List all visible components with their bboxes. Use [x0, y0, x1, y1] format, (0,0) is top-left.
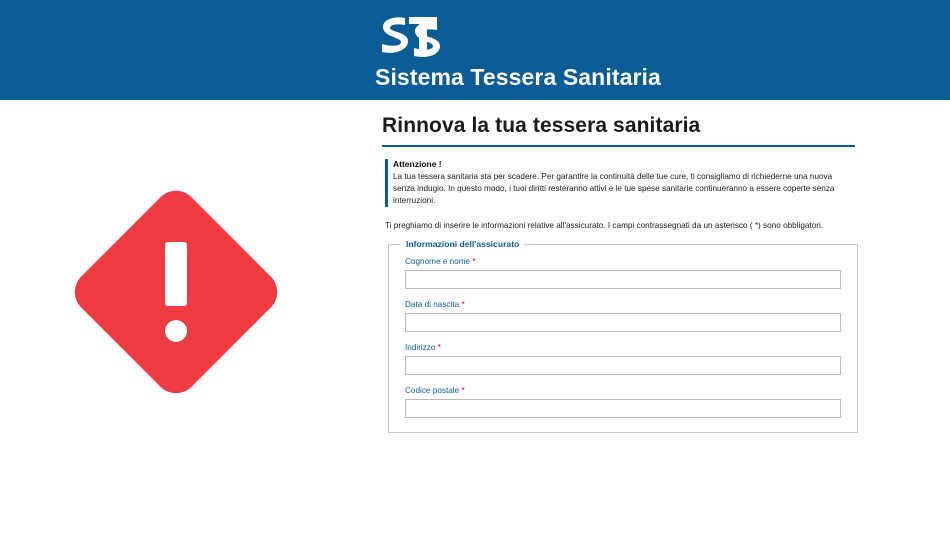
- alert-exclamation-glyph: [66, 182, 286, 402]
- exclamation-dot: [165, 320, 187, 342]
- main-content: [375, 104, 875, 433]
- label-text: Cognome e nome: [405, 256, 471, 266]
- required-marker: *: [461, 299, 465, 309]
- field-data-di-nascita: [405, 300, 841, 332]
- logo-wrap: [375, 10, 935, 62]
- insured-info-fieldset: [388, 238, 858, 433]
- field-cognome-e-nome: [405, 257, 841, 289]
- brand-title: Sistema Tessera Sanitaria: [375, 64, 661, 90]
- label-text: Data di nascita: [405, 299, 460, 309]
- label-cognome-e-nome: [405, 257, 841, 266]
- input-cognome-e-nome[interactable]: [405, 270, 841, 289]
- label-text: Indirizzo: [405, 342, 436, 352]
- intro-text: Ti preghiamo di inserire le informazioni relative all'assicurato. I campi contrassegnati da un asterisco ( *) sono obbligatori.: [385, 220, 824, 230]
- label-indirizzo: [405, 343, 841, 352]
- fieldset-legend: Informazioni dell'assicurato: [401, 239, 524, 249]
- left-illustration-panel: [0, 100, 375, 533]
- sts-monogram-icon: [375, 11, 451, 61]
- site-header: [0, 0, 950, 100]
- required-marker: *: [472, 256, 476, 266]
- notice-body: La tua tessera sanitaria sta per scadere. Per garantire la continuità delle tue cure, ti consigliamo di richiederne una nuova senza indugio. In questo modo, i tuoi diritti resteranno attivi e le tue spese sanitarie continueranno a essere coperte senza interruzioni.: [393, 172, 835, 205]
- input-indirizzo[interactable]: [405, 356, 841, 375]
- bottom-crop-fade: [375, 511, 950, 533]
- exclamation-bar: [165, 242, 187, 306]
- header-brand: [375, 10, 935, 91]
- required-marker: *: [437, 342, 441, 352]
- right-gutter: [875, 100, 950, 533]
- field-codice-postale: [405, 386, 841, 418]
- alert-exclamation-diamond-icon: [66, 182, 286, 402]
- label-text: Codice postale: [405, 385, 460, 395]
- label-data-di-nascita: [405, 300, 841, 309]
- title-divider: [382, 145, 855, 147]
- input-codice-postale[interactable]: [405, 399, 841, 418]
- warning-notice: [385, 159, 848, 207]
- field-indirizzo: [405, 343, 841, 375]
- required-marker: *: [461, 385, 465, 395]
- notice-title: Attenzione !: [393, 159, 442, 169]
- input-data-di-nascita[interactable]: [405, 313, 841, 332]
- page-title: Rinnova la tua tessera sanitaria: [382, 114, 701, 137]
- label-codice-postale: [405, 386, 841, 395]
